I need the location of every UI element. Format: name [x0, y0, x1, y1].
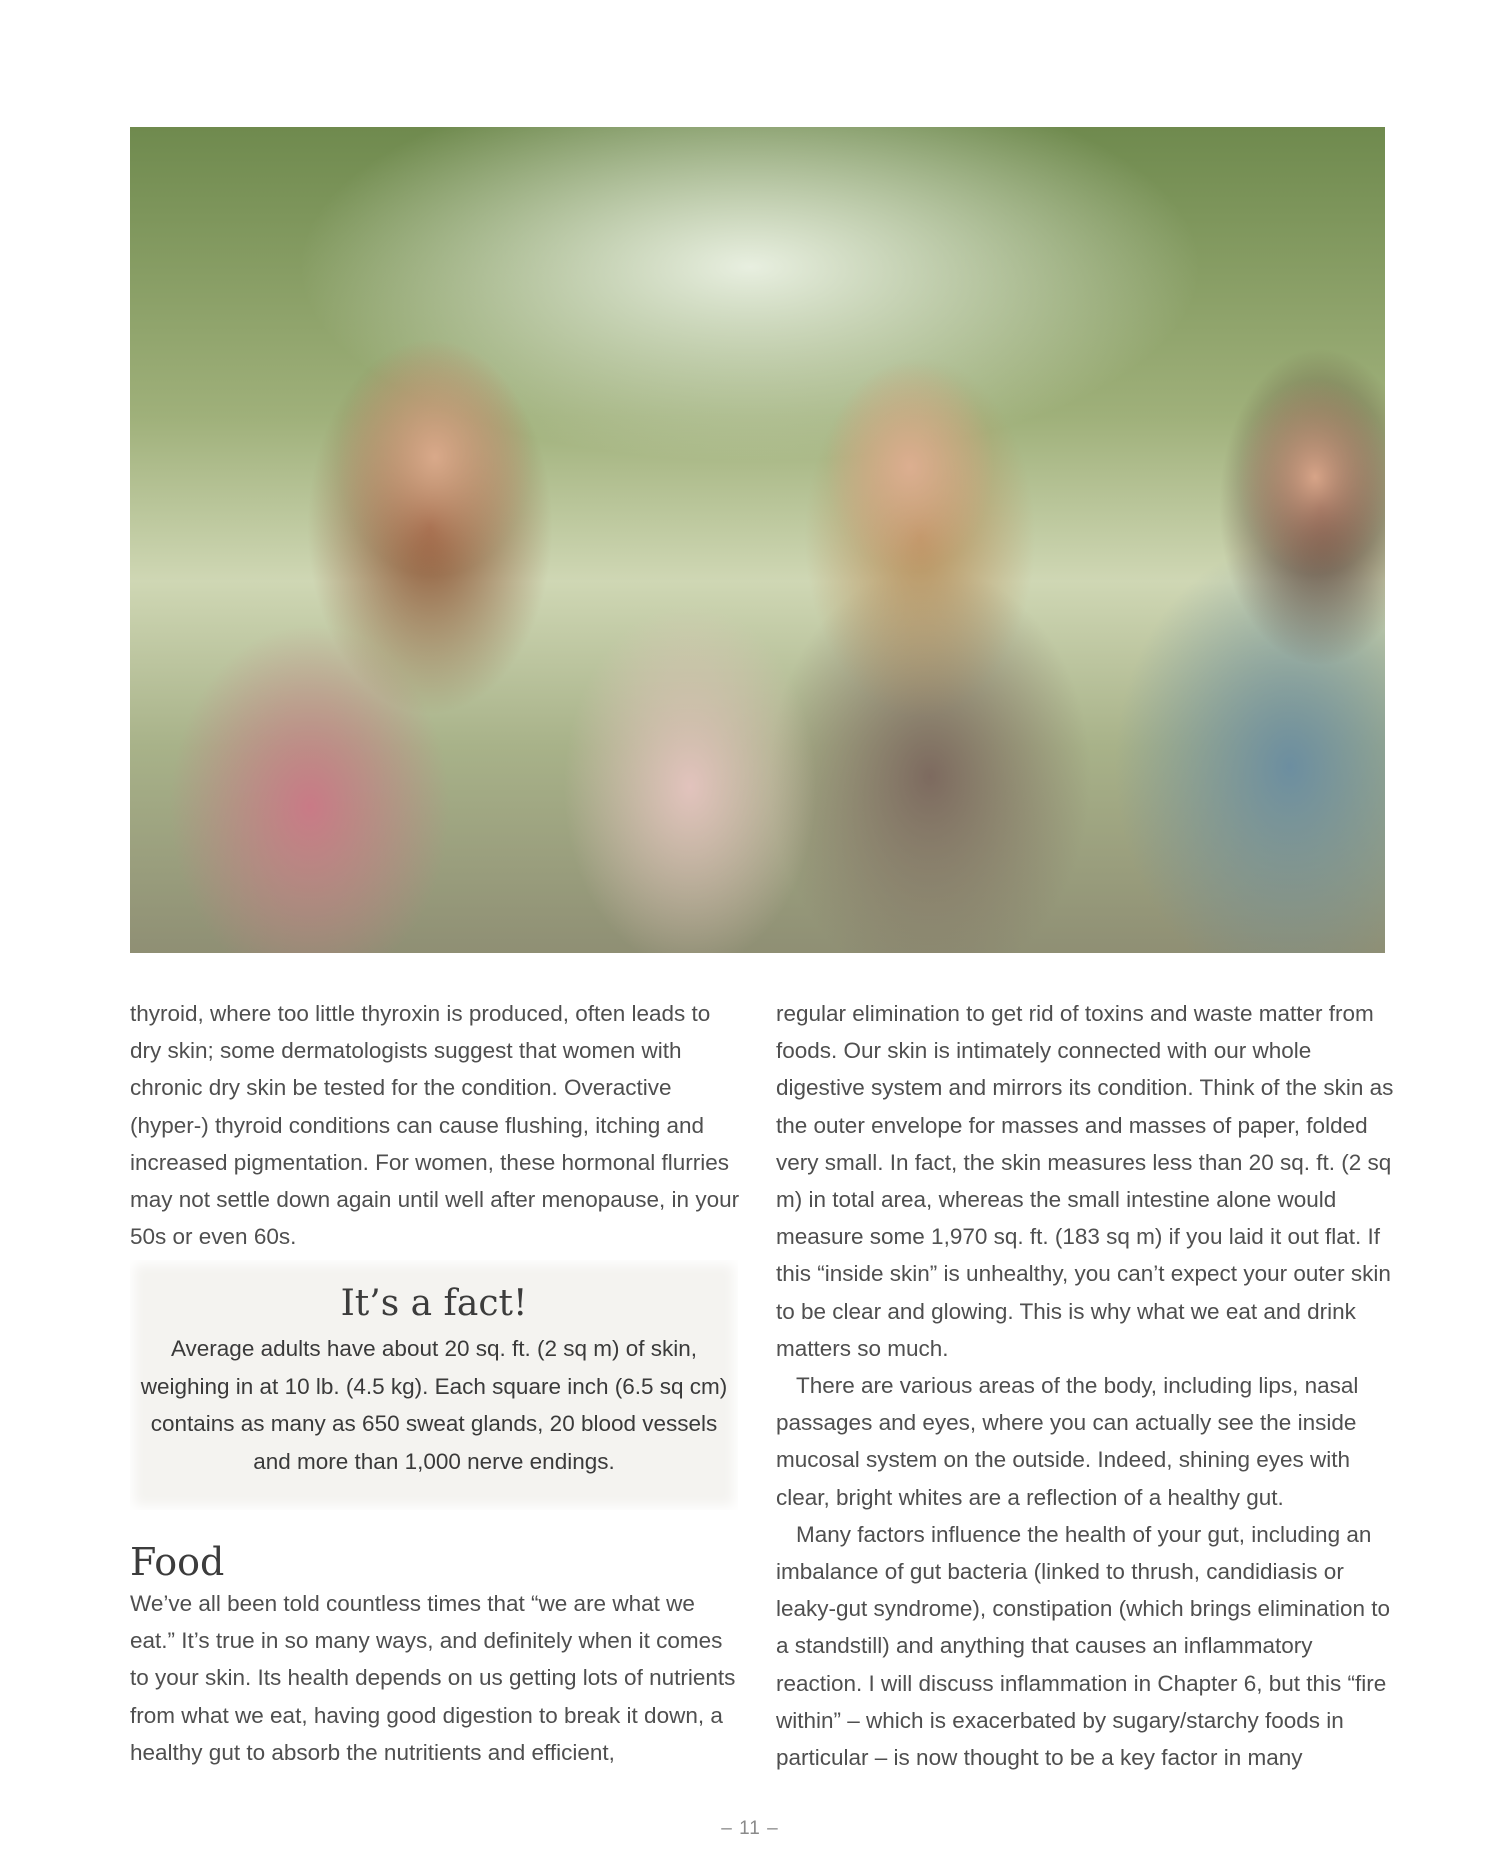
- family-photo: [130, 127, 1385, 953]
- right-paragraph-3: Many factors influence the health of your gut, including an imbalance of gut bacteria (linked to thrush, candidiasis or leaky-gut syndrome), constipation (which brings elimination to a standstill) and anything that causes an inflammatory reaction. I will discuss inflammation in Chapter 6, but this “fire within” – which is exacerbated by sugary/starchy foods in particular – is now thought to be a key factor in many: [776, 1521, 1391, 1771]
- right-column-text: [776, 995, 1396, 1776]
- food-heading: Food: [130, 1540, 225, 1584]
- fact-box-title: It’s a fact!: [340, 1283, 528, 1324]
- right-paragraph-2: There are various areas of the body, including lips, nasal passages and eyes, where you can actually see the inside mucosal system on the outside. Indeed, shining eyes with clear, bright whites are a reflection of a healthy gut.: [776, 1373, 1359, 1510]
- food-paragraph: We’ve all been told countless times that “we are what we eat.” It’s true in so many ways, and definitely when it comes to your skin. Its health depends on us getting lots of nutrients from what we eat, having good digestion to break it down, a healthy gut to absorb the nutritients and efficient,: [130, 1591, 736, 1765]
- thyroid-paragraph: thyroid, where too little thyroxin is produced, often leads to dry skin; some dermatologists suggest that women with chronic dry skin be tested for the condition. Overactive (hyper-) thyroid conditions can cause flushing, itching and increased pigmentation. For women, these hormonal flurries may not settle down again until well after menopause, in your 50s or even 60s.: [130, 1001, 740, 1250]
- right-paragraph-1: regular elimination to get rid of toxins and waste matter from foods. Our skin is intimately connected with our whole digestive system and mirrors its condition. Think of the skin as the outer envelope for masses and masses of paper, folded very small. In fact, the skin measures less than 20 sq. ft. (2 sq m) in total area, whereas the small intestine alone would measure some 1,970 sq. ft. (183 sq m) if you laid it out flat. If this “inside skin” is unhealthy, you can’t expect your outer skin to be clear and glowing. This is why what we eat and drink matters so much.: [776, 1001, 1394, 1361]
- page-number: – 11 –: [721, 1818, 779, 1839]
- fact-box-body: Average adults have about 20 sq. ft. (2 sq m) of skin, weighing in at 10 lb. (4.5 kg). Each square inch (6.5 sq cm) contains as many as 650 sweat glands, 20 blood vessels and more than 1,000 nerve endings.: [140, 1336, 728, 1474]
- food-column-text: [130, 1585, 742, 1771]
- fact-box: [130, 1260, 738, 1510]
- left-column-text: [130, 995, 742, 1255]
